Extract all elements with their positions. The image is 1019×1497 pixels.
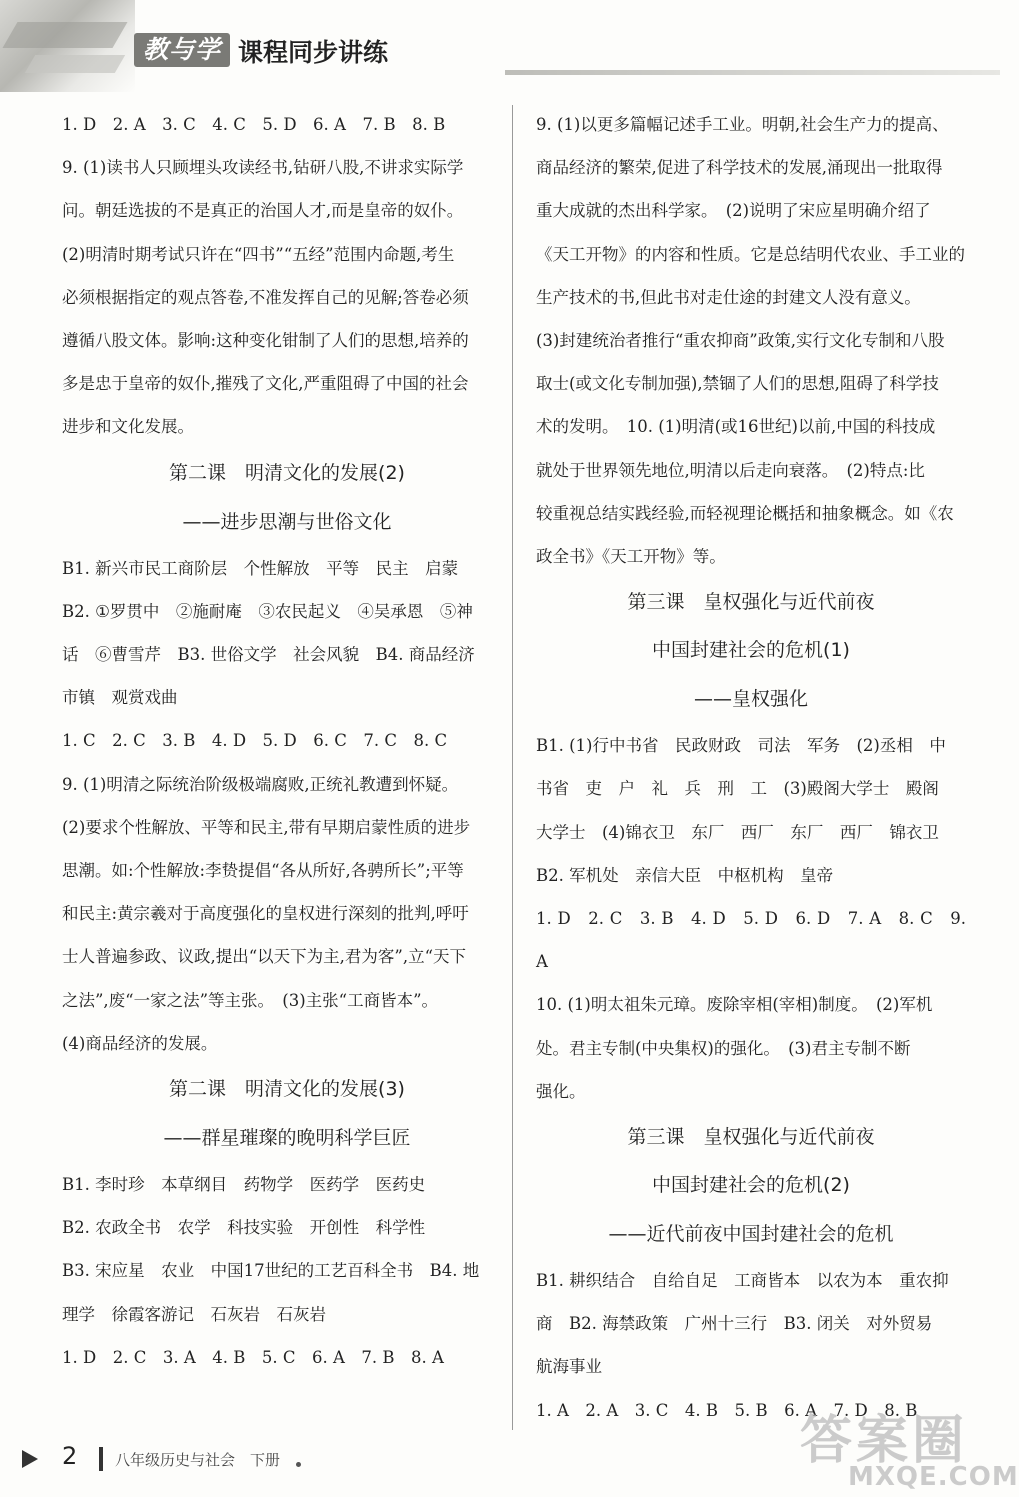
answer-line: 进步和文化发展。: [62, 417, 194, 437]
answer-line: 术的发明。 10. (1)明清(或16世纪)以前,中国的科技成: [536, 417, 936, 437]
answer-line: 市镇 观赏戏曲: [62, 688, 178, 708]
page-number: 2: [62, 1442, 78, 1470]
watermark: [770, 1398, 1019, 1493]
answer-line: 就处于世界领先地位,明清以后走向衰落。 (2)特点:比: [536, 460, 925, 480]
answer-line: 9. (1)以更多篇幅记述手工业。明朝,社会生产力的提高、: [536, 115, 949, 134]
answer-line: (2)要求个性解放、平等和民主,带有早期启蒙性质的进步: [62, 817, 471, 837]
series-title: 课程同步讲练: [238, 38, 389, 67]
footer-divider: [99, 1447, 103, 1471]
answer-line: B1. 新兴市民工商阶层 个性解放 平等 民主 启蒙: [62, 558, 459, 578]
section-heading: 第三课 皇权强化与近代前夜: [627, 591, 875, 614]
answer-line: 较重视总结实践经验,而轻视理论概括和抽象概念。如《农: [536, 503, 954, 523]
answer-line: 强化。: [536, 1081, 586, 1101]
section-heading: 第二课 明清文化的发展(3): [169, 1078, 405, 1101]
answer-line: 和民主:黄宗羲对于高度强化的皇权进行深刻的批判,呼吁: [62, 904, 469, 924]
answer-line: 处。君主专制(中央集权)的强化。 (3)君主专制不断: [536, 1038, 911, 1058]
answer-line: 1. D 2. A 3. C 4. C 5. D 6. A 7. B 8. B: [62, 115, 446, 134]
answer-line: 取士(或文化专制加强),禁锢了人们的思想,阻碍了科学技: [536, 374, 939, 394]
header-rule: [505, 70, 1000, 75]
answer-line: 思潮。如:个性解放:李贽提倡“各从所好,各骋所长”;平等: [62, 861, 464, 881]
answer-line: 必须根据指定的观点答卷,不准发挥自己的见解;答卷必须: [62, 287, 469, 307]
answer-line: 遵循八股文体。影响:这种变化钳制了人们的思想,培养的: [62, 331, 469, 351]
column-divider: [512, 105, 513, 1430]
answer-line: 9. (1)明清之际统治阶级极端腐败,正统礼教遭到怀疑。: [62, 774, 459, 794]
section-heading: 中国封建社会的危机(2): [652, 1174, 850, 1197]
answer-line: 政全书》《天工开物》等。: [536, 547, 726, 567]
answer-line: B1. 李时珍 本草纲目 药物学 医药学 医药史: [62, 1175, 426, 1195]
page-header: [0, 0, 1000, 95]
answer-line: 重大成就的杰出科学家。 (2)说明了宋应星明确介绍了: [536, 201, 931, 221]
answer-line: B1. (1)行中书省 民政财政 司法 军务 (2)丞相 中: [536, 736, 946, 756]
answer-line: (3)封建统治者推行“重农抑商”政策,实行文化专制和八股: [536, 331, 945, 351]
answer-line: 商品经济的繁荣,促进了科学技术的发展,涌现出一批取得: [536, 158, 943, 178]
answer-line: 书省 吏 户 礼 兵 刑 工 (3)殿阁大学士 殿阁: [536, 779, 939, 799]
answer-line: 生产技术的书,但此书对走仕途的封建文人没有意义。: [536, 287, 921, 307]
answer-line: 1. D 2. C 3. B 4. D 5. D 6. D 7. A 8. C 9. A: [536, 909, 966, 972]
answer-line: 《天工开物》的内容和性质。它是总结明代农业、手工业的: [536, 244, 965, 264]
answer-line: B2. 军机处 亲信大臣 中枢机构 皇帝: [536, 865, 834, 885]
answer-line: 大学士 (4)锦衣卫 东厂 西厂 东厂 西厂 锦衣卫: [536, 822, 939, 842]
answer-line: 话 ⑥曹雪芹 B3. 世俗文学 社会风貌 B4. 商品经济: [62, 645, 475, 665]
answer-line: B2. ①罗贯中 ②施耐庵 ③农民起义 ④吴承恩 ⑤神: [62, 601, 473, 621]
left-column: [62, 103, 512, 1379]
answer-line: 10. (1)明太祖朱元璋。废除宰相(宰相)制度。 (2)军机: [536, 995, 933, 1015]
answer-line: 1. C 2. C 3. B 4. D 5. D 6. C 7. C 8. C: [62, 731, 448, 751]
answer-line: 多是忠于皇帝的奴仆,摧残了文化,严重阻碍了中国的社会: [62, 374, 469, 394]
answer-line: B3. 宋应星 农业 中国17世纪的工艺百科全书 B4. 地: [62, 1261, 480, 1281]
answer-line: 理学 徐霞客游记 石灰岩 石灰岩: [62, 1304, 326, 1324]
book-title: 八年级历史与社会 下册: [115, 1451, 281, 1469]
answer-line: 9. (1)读书人只顾埋头攻读经书,钻研八股,不讲求实际学: [62, 158, 464, 178]
right-column: [536, 103, 966, 1432]
section-subheading: ——群星璀璨的晚明科学巨匠: [163, 1127, 411, 1150]
answer-line: 士人普遍参政、议政,提出“以天下为主,君为客”,立“天下: [62, 947, 467, 967]
header-decoration: [0, 0, 135, 92]
section-heading: 第三课 皇权强化与近代前夜: [627, 1126, 875, 1149]
section-heading: 第二课 明清文化的发展(2): [169, 461, 405, 484]
section-subheading: ——皇权强化: [693, 688, 808, 711]
section-heading: 中国封建社会的危机(1): [652, 639, 850, 662]
answer-line: B2. 农政全书 农学 科技实验 开创性 科学性: [62, 1218, 426, 1238]
answer-line: 商 B2. 海禁政策 广州十三行 B3. 闭关 对外贸易: [536, 1314, 933, 1334]
arrow-icon: [22, 1450, 38, 1468]
answer-line: B1. 耕织结合 自给自足 工商皆本 以农为本 重农抑: [536, 1271, 949, 1291]
answer-line: 之法”,废“一家之法”等主张。 (3)主张“工商皆本”。: [62, 990, 439, 1010]
answer-line: (4)商品经济的发展。: [62, 1033, 218, 1053]
answer-line: 1. D 2. C 3. A 4. B 5. C 6. A 7. B 8. A: [62, 1347, 444, 1367]
footer-dot: [296, 1462, 301, 1467]
watermark-url: MXQE.COM: [848, 1462, 1019, 1492]
watermark-text: 答案圈: [800, 1411, 969, 1471]
series-logo: 教与学: [134, 33, 230, 67]
answer-line: 1. A 2. A 3. C 4. B 5. B 6. A 7. D 8. B: [536, 1400, 918, 1420]
answer-line: (2)明清时期考试只许在“四书”“五经”范围内命题,考生: [62, 244, 455, 264]
answer-line: 航海事业: [536, 1357, 602, 1377]
section-subheading: ——进步思潮与世俗文化: [182, 510, 392, 533]
answer-line: 问。朝廷选拔的不是真正的治国人才,而是皇帝的奴仆。: [62, 201, 464, 221]
section-subheading: ——近代前夜中国封建社会的危机: [608, 1223, 894, 1246]
